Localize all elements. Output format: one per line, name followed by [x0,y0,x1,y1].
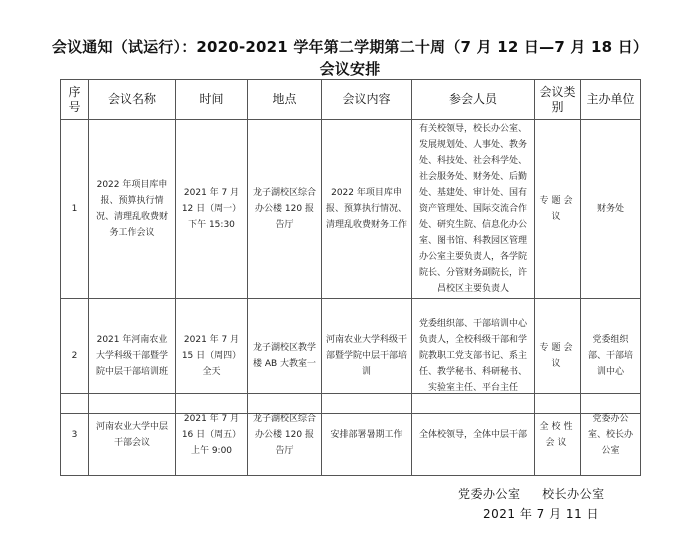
cell-name: 2021 年河南农业大学科级干部暨学院中层干部培训班 [89,299,176,414]
issuing-offices: 党委办公室 校长办公室 [458,487,605,501]
header-place: 地点 [248,80,322,120]
title-line-1: 会议通知（试运行）：2020-2021 学年第二学期第二十周（7 月 12 日—7 月 18 日） [51,38,649,56]
cell-name: 2022 年项目库申报、预算执行情况、清理乱收费财务工作会议 [89,120,176,299]
cell-time: 2021 年 7 月 15 日（周四）全天 [176,299,248,414]
cell-time: 2021 年 7 月 16 日（周五）上午 9:00 [176,394,248,476]
cell-category: 专题会议 [535,120,581,299]
header-time: 时间 [176,80,248,120]
cell-content: 河南农业大学科级干部暨学院中层干部培训 [322,299,412,414]
cell-attendees: 党委组织部、干部培训中心负责人，全校科级干部和学院教职工党支部书记、系主任、教学秘书、科研秘书、实验室主任、平台主任 [412,299,535,414]
cell-seq: 3 [61,394,89,476]
table-row [61,120,641,299]
header-name: 会议名称 [89,80,176,120]
cell-organizer: 党委办公室、校长办公室 [581,394,641,476]
header-content: 会议内容 [322,80,412,120]
meeting-schedule-table-continued [60,393,641,476]
document-title [0,36,700,80]
cell-organizer: 党委组织部、干部培训中心 [581,299,641,414]
cell-attendees: 全体校领导，全体中层干部 [412,394,535,476]
header-category: 会议类别 [535,80,581,120]
cell-seq: 2 [61,299,89,414]
table-row [61,394,641,476]
cell-attendees: 有关校领导，校长办公室、发展规划处、人事处、教务处、科技处、社会科学处、社会服务处、财务处、后勤处、基建处、审计处、国有资产管理处、国际交流合作处、研究生院、信息化办公室、图书馆、科教园区管理办公室主要负责人，各学院院长、分管财务副院长，许昌校区主要负责人 [412,120,535,299]
cell-content: 安排部署暑期工作 [322,394,412,476]
cell-seq: 1 [61,120,89,299]
header-seq: 序号 [61,80,89,120]
cell-content: 2022 年项目库申报、预算执行情况、清理乱收费财务工作 [322,120,412,299]
header-organizer: 主办单位 [581,80,641,120]
cell-category: 全校性会议 [535,394,581,476]
cell-place: 龙子湖校区教学楼 AB 大教室一 [248,299,322,414]
header-attendees: 参会人员 [412,80,535,120]
cell-organizer: 财务处 [581,120,641,299]
cell-category: 专题会议 [535,299,581,414]
cell-place: 龙子湖校区综合办公楼 120 报告厅 [248,120,322,299]
meeting-schedule-table [60,79,641,414]
table-header-row [61,80,641,120]
issue-date: 2021 年 7 月 11 日 [483,507,600,521]
cell-time: 2021 年 7 月 12 日（周一）下午 15:30 [176,120,248,299]
title-line-2: 会议安排 [319,60,381,78]
cell-place: 龙子湖校区综合办公楼 120 报告厅 [248,394,322,476]
cell-name: 河南农业大学中层干部会议 [89,394,176,476]
